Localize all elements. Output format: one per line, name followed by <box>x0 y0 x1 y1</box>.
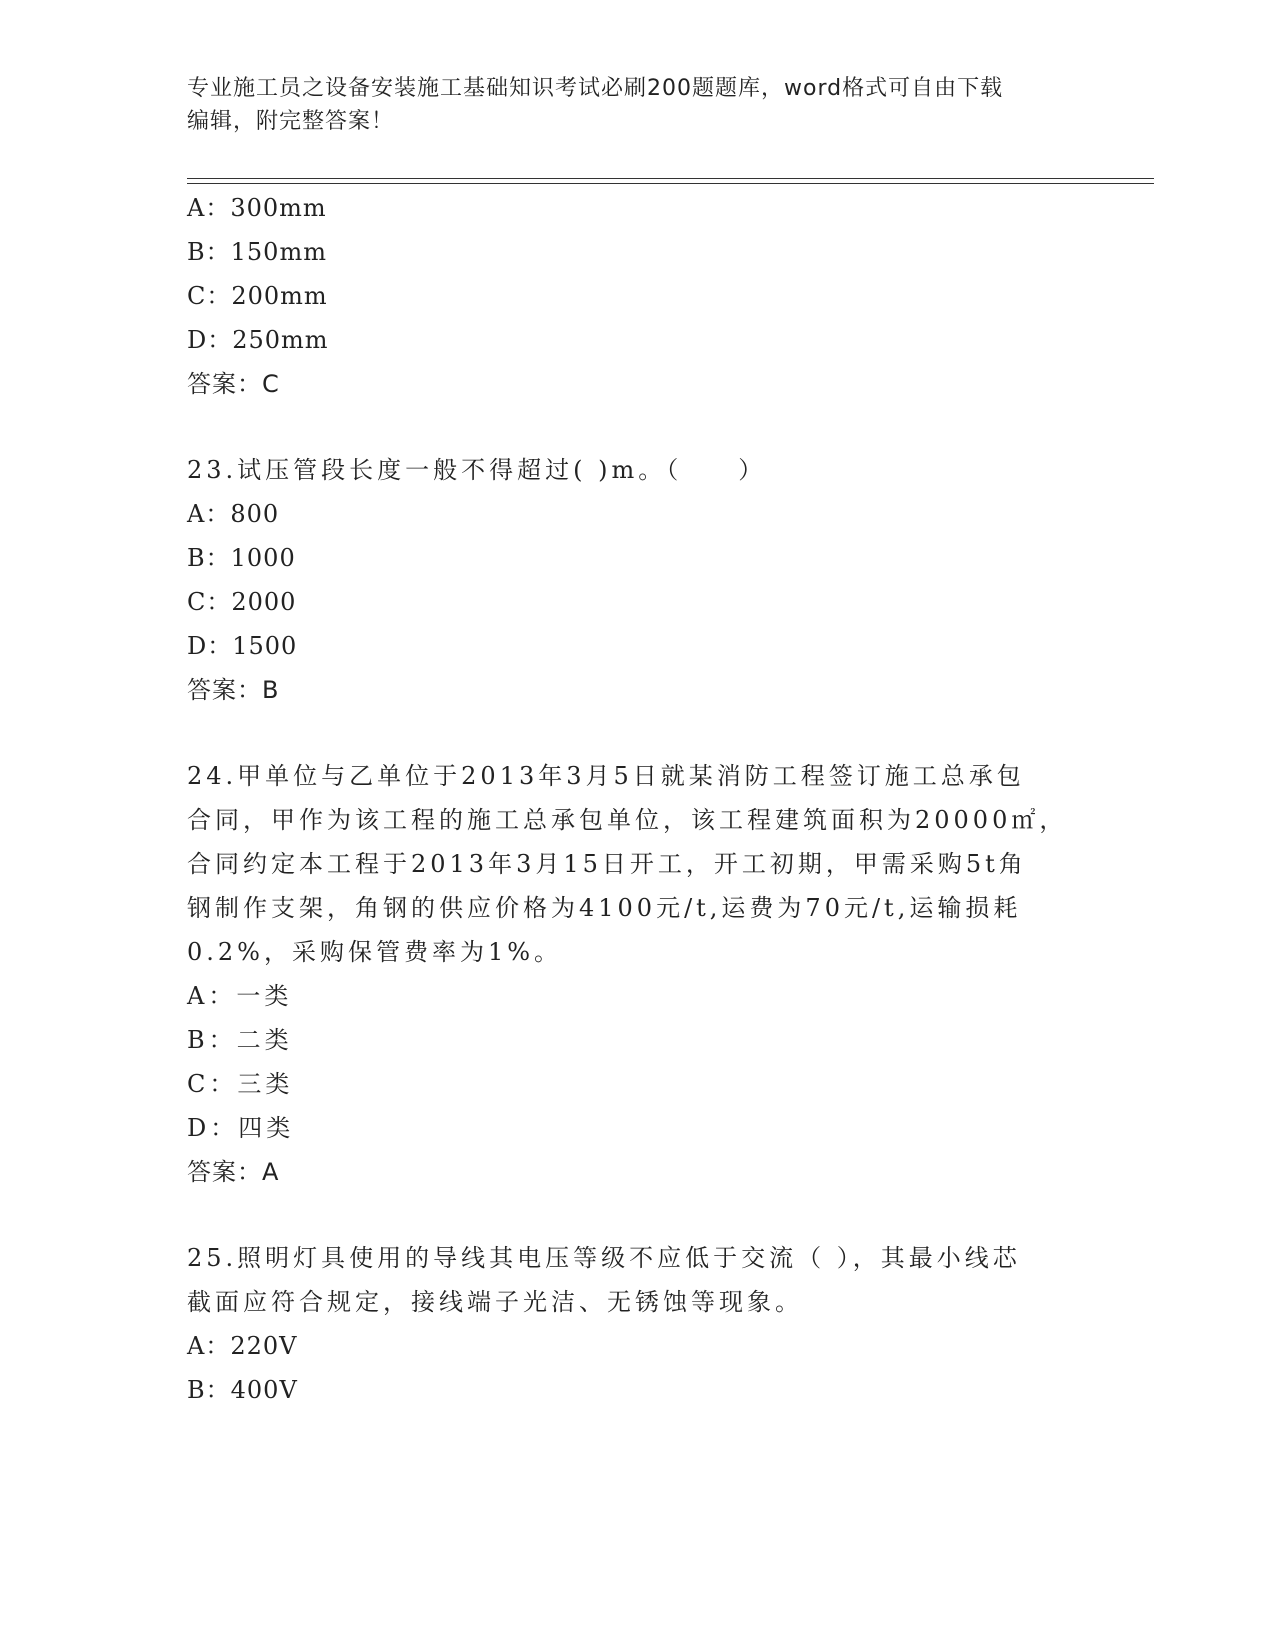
q23-option-b: B：1000 <box>187 544 296 572</box>
q23-option-d: D：1500 <box>187 632 298 660</box>
q22-option-a: A：300mm <box>187 194 327 222</box>
q23-option-a: A：800 <box>187 500 280 528</box>
q23-option-c: C：2000 <box>187 588 297 616</box>
header-divider-top <box>187 178 1154 179</box>
q24-answer: 答案：A <box>187 1158 280 1186</box>
header-divider-bottom <box>187 183 1154 184</box>
q24-stem-line-4: 钢制作支架，角钢的供应价格为4100元/t,运费为70元/t,运输损耗 <box>187 894 1022 922</box>
q25-option-b: B：400V <box>187 1376 298 1404</box>
q25-stem-line-1: 25.照明灯具使用的导线其电压等级不应低于交流（ ），其最小线芯 <box>187 1244 1021 1272</box>
header-title-line-1: 专业施工员之设备安装施工基础知识考试必刷200题题库，word格式可自由下载 <box>187 76 1004 101</box>
q24-stem-line-2: 合同，甲作为该工程的施工总承包单位，该工程建筑面积为20000㎡， <box>187 806 1068 834</box>
q22-option-c: C：200mm <box>187 282 328 310</box>
q24-stem-line-5: 0.2%，采购保管费率为1%。 <box>187 938 563 966</box>
q22-answer: 答案：C <box>187 370 280 398</box>
q24-option-b: B：二类 <box>187 1026 293 1054</box>
q23-answer: 答案：B <box>187 676 280 704</box>
q22-option-d: D：250mm <box>187 326 329 354</box>
q24-stem-line-1: 24.甲单位与乙单位于2013年3月5日就某消防工程签订施工总承包 <box>187 762 1025 790</box>
q24-option-d: D：四类 <box>187 1114 295 1142</box>
q24-option-a: A：一类 <box>187 982 293 1010</box>
q24-stem-line-3: 合同约定本工程于2013年3月15日开工，开工初期，甲需采购5t角 <box>187 850 1027 878</box>
document-header <box>187 72 1067 138</box>
q24-option-c: C：三类 <box>187 1070 294 1098</box>
q25-stem-line-2: 截面应符合规定，接线端子光洁、无锈蚀等现象。 <box>187 1288 803 1316</box>
q25-option-a: A：220V <box>187 1332 298 1360</box>
q23-stem-line-1: 23.试压管段长度一般不得超过( )m。（ ） <box>187 456 767 484</box>
header-title-line-2: 编辑，附完整答案！ <box>187 109 395 134</box>
q22-option-b: B：150mm <box>187 238 327 266</box>
